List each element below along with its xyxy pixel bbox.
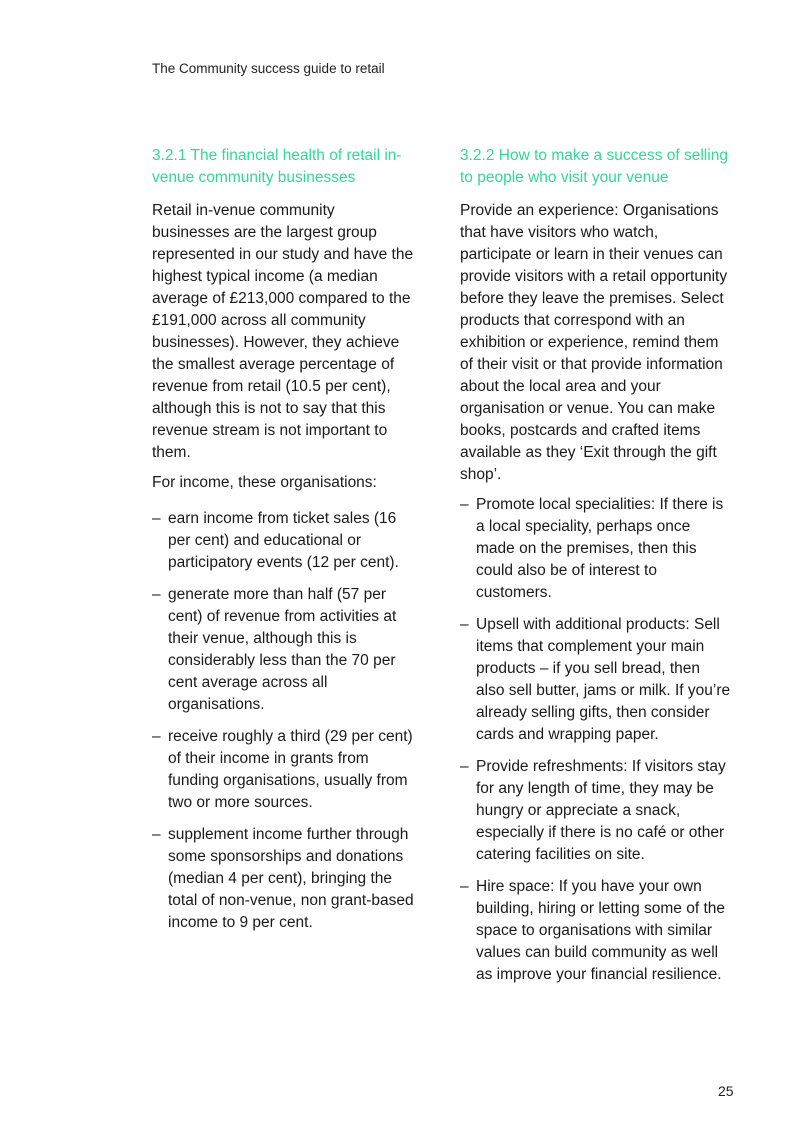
page-number: 25 <box>718 1083 734 1099</box>
right-intro-paragraph: Provide an experience: Organisations that have visitors who watch, participate or learn in their venues can provide visitors with a retail opportunity before they leave the premises. Select products that correspond with an exhibition or experience, remind them of their visit or that provide information about the local area and your organisation or venue. You can make books, postcards and crafted items available as they ‘Exit through the gift shop’. <box>460 202 728 483</box>
list-item-text: receive roughly a third (29 per cent) of their income in grants from funding organisations, usually from two or more sources. <box>168 728 413 811</box>
list-item <box>152 584 414 716</box>
dash-bullet-icon: – <box>152 510 161 527</box>
section-heading-3-2-2: 3.2.2 How to make a success of selling to people who visit your venue <box>460 147 728 186</box>
list-item <box>460 756 732 866</box>
dash-bullet-icon: – <box>460 616 469 633</box>
dash-bullet-icon: – <box>152 728 161 745</box>
list-item <box>460 876 732 986</box>
list-item-text: Upsell with additional products: Sell items that complement your main products – if you sell bread, then also sell butter, jams or milk. If you’re already selling gifts, then consider cards and wrapping paper. <box>476 616 731 743</box>
list-item-text: generate more than half (57 per cent) of revenue from activities at their venue, although this is considerably less than the 70 per cent average across all organisations. <box>168 586 397 713</box>
dash-bullet-icon: – <box>460 758 469 775</box>
running-header: The Community success guide to retail <box>152 61 385 76</box>
income-list <box>152 508 414 934</box>
left-lead-paragraph: For income, these organisations: <box>152 474 377 491</box>
right-column <box>460 145 732 996</box>
list-item <box>460 494 732 604</box>
list-item <box>152 508 414 574</box>
list-item <box>152 726 414 814</box>
list-item-text: earn income from ticket sales (16 per cent) and educational or participatory events (12 per cent). <box>168 510 399 571</box>
dash-bullet-icon: – <box>152 826 161 843</box>
list-item-text: Promote local specialities: If there is a local speciality, perhaps once made on the premises, then this could also be of interest to customers. <box>476 496 724 601</box>
left-intro-paragraph: Retail in-venue community businesses are the largest group represented in our study and have the highest typical income (a median average of £213,000 compared to the £191,000 across all community businesses). However, they achieve the smallest average percentage of revenue from retail (10.5 per cent), although this is not to say that this revenue stream is not important to them. <box>152 202 414 461</box>
list-item <box>460 614 732 746</box>
tips-list <box>460 494 732 986</box>
list-item-text: Hire space: If you have your own building, hiring or letting some of the space to organisations with similar values can build community as well as improve your financial resilience. <box>476 878 726 983</box>
left-column <box>152 145 414 944</box>
dash-bullet-icon: – <box>460 496 469 513</box>
list-item-text: Provide refreshments: If visitors stay for any length of time, they may be hungry or appreciate a snack, especially if there is no café or other catering facilities on site. <box>476 758 726 863</box>
section-heading-3-2-1: 3.2.1 The financial health of retail in-venue community businesses <box>152 147 402 186</box>
list-item-text: supplement income further through some sponsorships and donations (median 4 per cent), bringing the total of non-venue, non grant-based income to 9 per cent. <box>168 826 414 931</box>
list-item <box>152 824 414 934</box>
dash-bullet-icon: – <box>460 878 469 895</box>
dash-bullet-icon: – <box>152 586 161 603</box>
